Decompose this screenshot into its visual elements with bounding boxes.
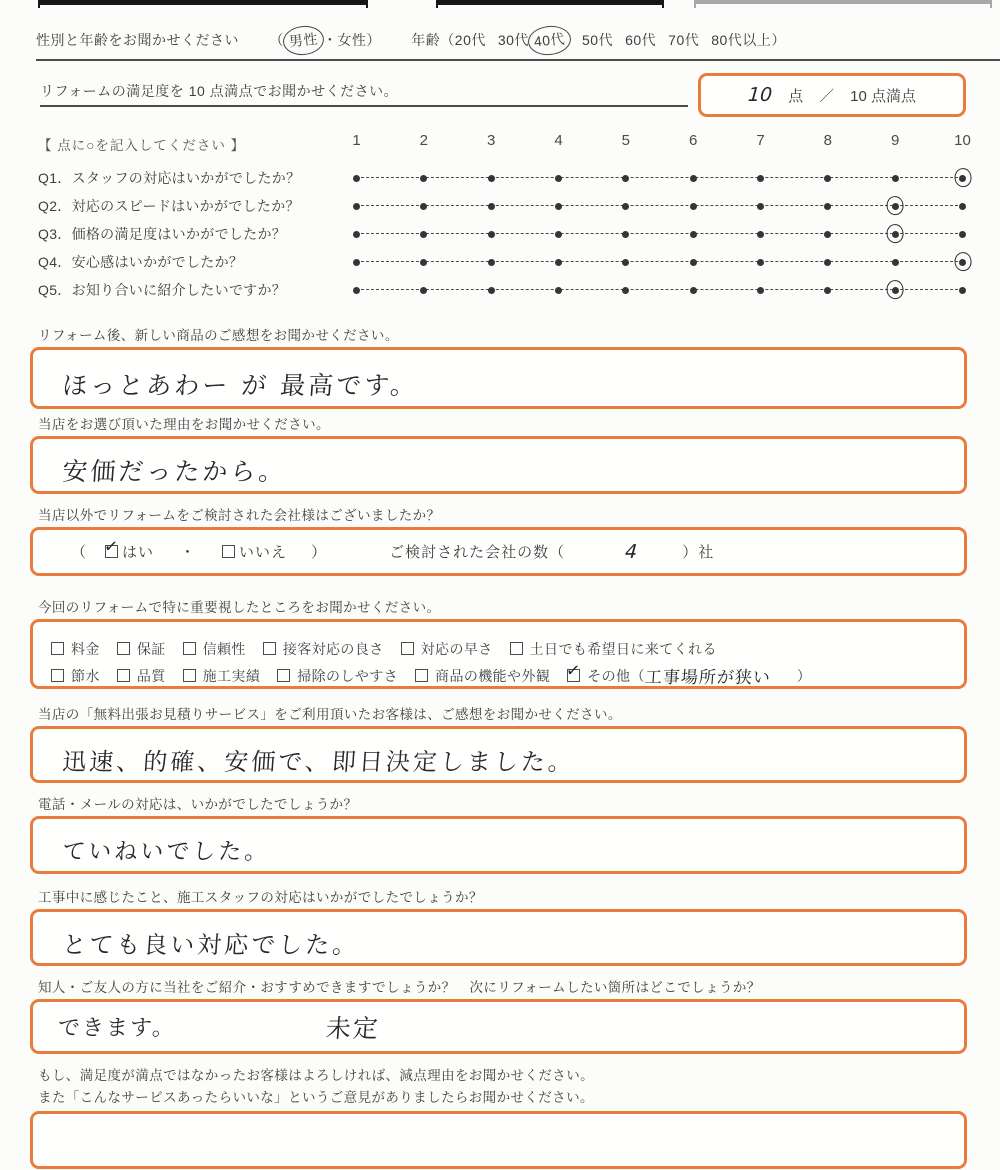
rating-scale	[353, 248, 966, 276]
gender-paren-open: （	[269, 32, 284, 48]
rating-question-label: Q2．対応のスピードはいかがでしたか？	[38, 198, 300, 214]
rating-question-row	[38, 276, 966, 304]
scale-dot	[488, 231, 495, 238]
scale-dot	[353, 203, 360, 210]
priority-item	[415, 666, 550, 686]
priority-label: 接客対応の良さ	[282, 640, 384, 657]
handwritten-circle-icon	[885, 279, 904, 300]
handwritten-circle-icon	[885, 195, 904, 216]
priority-label: 商品の機能や外観	[435, 667, 551, 684]
rating-scale	[353, 220, 966, 248]
product-feedback-question: リフォーム後、新しい商品のご感想をお聞かせください。	[38, 328, 399, 343]
score-value-handwritten: 10	[747, 84, 773, 106]
priority-label: その他（	[587, 667, 645, 684]
rating-question-label: Q5．お知り合いに紹介したいですか？	[38, 282, 287, 298]
competitors-answer-box	[30, 527, 967, 576]
scale-tick-label: 3	[486, 132, 496, 149]
scale-tick-label: 4	[554, 132, 563, 149]
gender-separator: ・	[322, 32, 338, 48]
improvement-answer-box	[30, 1111, 967, 1169]
section-referral	[30, 976, 967, 1054]
ratings-grid	[38, 132, 971, 304]
rating-question-row	[38, 164, 966, 192]
scale-numbers	[352, 132, 971, 156]
priority-other-close-paren: ）	[796, 667, 812, 684]
company-count-handwritten: 4	[624, 540, 639, 563]
rating-question-label: Q4．安心感はいかがでしたか？	[38, 254, 244, 270]
section-priorities	[30, 596, 967, 689]
priority-label: 料金	[71, 640, 100, 657]
priorities-question: 今回のリフォームで特に重要視したところをお聞かせください。	[38, 600, 441, 615]
priorities-rows	[33, 622, 964, 689]
priorities-row-1	[51, 635, 964, 662]
check-mark-icon: ✓	[565, 660, 582, 682]
check-mark-icon: ✓	[103, 536, 121, 558]
estimate-question: 当店の「無料出張お見積りサービス」をご利用頂いたお客様は、ご感想をお聞かせください。	[38, 707, 622, 722]
phone-mail-answer: ていねいでした。	[61, 839, 272, 865]
scale-dot	[488, 287, 495, 294]
rating-question-label: Q3．価格の満足度はいかがでしたか？	[38, 226, 287, 242]
construction-answer: とても良い対応でした。	[61, 931, 361, 959]
age-option: 70代	[668, 32, 700, 48]
age-label: 年齢（	[411, 32, 455, 48]
scale-dot	[622, 231, 629, 238]
priority-label: 施工実績	[202, 667, 261, 684]
rating-scale	[353, 164, 966, 192]
rating-rows	[38, 164, 966, 304]
gender-age-question: 性別と年齢をお聞かせください	[36, 32, 239, 48]
competitors-answer-line	[33, 530, 964, 573]
yes-no-separator: ・	[180, 544, 197, 561]
priority-checkbox-unchecked	[183, 642, 196, 655]
competitors-paren-open: （	[71, 544, 88, 561]
priority-checkbox-unchecked	[401, 642, 414, 655]
scale-dot	[824, 259, 831, 266]
scale-dot	[420, 203, 427, 210]
rating-question-row	[38, 220, 966, 248]
scale-dot	[757, 175, 764, 182]
scale-dot	[892, 175, 899, 182]
scale-dot	[488, 175, 495, 182]
scale-tick-label: 9	[890, 132, 900, 149]
referral-question: 知人・ご友人の方に当社をご紹介・おすすめできますでしょうか？ 次にリフォームしたい箇所はどこでしょうか？	[38, 980, 761, 995]
handwritten-circle-icon	[953, 167, 972, 188]
referral-answer-box	[30, 999, 967, 1054]
gender-age-row	[36, 30, 1000, 61]
section-reason	[30, 413, 967, 494]
priority-checkbox-unchecked	[510, 642, 523, 655]
scale-dot	[757, 259, 764, 266]
rating-scale	[353, 276, 966, 304]
scale-dot	[690, 287, 697, 294]
scale-dot	[353, 259, 360, 266]
scale-dot	[488, 259, 495, 266]
dashed-track	[356, 261, 963, 262]
scale-dot	[622, 259, 629, 266]
priority-item	[51, 639, 100, 659]
referral-answer-left: できます。	[56, 1016, 177, 1041]
priority-label: 信頼性	[202, 640, 246, 657]
scale-dot	[690, 259, 697, 266]
priority-item	[117, 639, 166, 659]
ratings-instruction: 【 点に○を記入してください 】	[38, 138, 246, 153]
section-phone-mail	[30, 793, 967, 874]
priority-checkbox-checked	[565, 660, 582, 682]
priority-label: 対応の早さ	[420, 640, 493, 657]
scale-dot	[622, 287, 629, 294]
age-option: 80代以上	[711, 32, 772, 48]
scale-dot	[959, 203, 966, 210]
scale-dot	[353, 175, 360, 182]
satisfaction-score-row	[40, 73, 966, 117]
priority-item	[117, 666, 166, 686]
priority-item	[565, 660, 812, 688]
company-count-prefix: ご検討された会社の数（	[389, 544, 566, 561]
priority-item	[401, 639, 493, 659]
reason-question: 当店をお選び頂いた理由をお聞かせください。	[38, 417, 330, 432]
reason-answer: 安価だったから。	[61, 457, 288, 486]
scale-dot	[622, 175, 629, 182]
product-feedback-answer: ほっとあわー が 最高です。	[61, 371, 420, 400]
section-construction	[30, 886, 967, 966]
scale-dot	[690, 175, 697, 182]
estimate-answer-box	[30, 726, 967, 783]
scale-dot	[488, 203, 495, 210]
scale-dot	[824, 231, 831, 238]
scale-tick-label: 1	[352, 132, 361, 149]
rating-question-row	[38, 248, 966, 276]
scale-dot	[353, 231, 360, 238]
priorities-box	[30, 619, 967, 689]
age-option: 50代	[582, 32, 614, 48]
scale-dot	[959, 231, 966, 238]
age-option: 20代	[454, 32, 486, 48]
yes-label: はい	[122, 544, 155, 561]
priority-checkbox-unchecked	[117, 642, 130, 655]
cutoff-box-edge-left	[38, 0, 368, 8]
construction-answer-box	[30, 909, 967, 966]
phone-mail-question: 電話・メールの対応は、いかがでしたでしょうか？	[38, 797, 358, 812]
scale-dot	[757, 287, 764, 294]
scale-dot	[622, 203, 629, 210]
improvement-answer	[32, 1114, 964, 1130]
age-option: 60代	[625, 32, 657, 48]
rating-question-label: Q1．スタッフの対応はいかがでしたか？	[38, 170, 301, 186]
priority-checkbox-unchecked	[263, 642, 276, 655]
dashed-track	[356, 233, 963, 234]
scale-dot	[420, 175, 427, 182]
priority-checkbox-unchecked	[277, 669, 290, 682]
scale-dot	[690, 203, 697, 210]
gender-option-female: 女性	[337, 32, 367, 48]
dashed-track	[356, 177, 963, 178]
section-competitors	[30, 504, 967, 576]
priority-label: 土日でも希望日に来てくれる	[529, 640, 717, 657]
scale-dot	[892, 259, 899, 266]
company-count-suffix: ）社	[682, 544, 715, 561]
section-product-feedback	[30, 324, 967, 409]
scale-dot	[959, 287, 966, 294]
scale-dot	[555, 175, 562, 182]
score-max-label: 10 点満点	[850, 87, 917, 105]
no-checkbox-unchecked	[222, 545, 235, 558]
scale-dot	[555, 203, 562, 210]
priority-checkbox-unchecked	[183, 669, 196, 682]
scale-dot	[555, 259, 562, 266]
estimate-answer: 迅速、的確、安価で、即日決定しました。	[61, 748, 576, 776]
priority-item	[51, 666, 100, 686]
ratings-header	[38, 132, 971, 156]
rating-question-row	[38, 192, 966, 220]
scale-dot	[757, 203, 764, 210]
priority-other-handwritten: 工事場所が狭い	[643, 668, 772, 688]
competitors-question: 当店以外でリフォームをご検討された会社様はございましたか？	[38, 508, 441, 523]
gender-paren-close: ）	[366, 32, 381, 48]
improvement-question-line1: もし、満足度が満点ではなかったお客様はよろしければ、減点理由をお聞かせください。	[38, 1068, 594, 1083]
scale-dot	[420, 231, 427, 238]
priority-checkbox-unchecked	[51, 669, 64, 682]
scale-dot	[690, 231, 697, 238]
age-paren-close: ）	[771, 32, 786, 48]
yes-checkbox-checked	[103, 536, 121, 558]
scale-tick-label: 2	[419, 132, 428, 149]
scale-dot	[824, 203, 831, 210]
priority-checkbox-unchecked	[117, 669, 130, 682]
section-estimate-service	[30, 703, 967, 783]
priority-item	[183, 639, 246, 659]
cutoff-box-edge-middle	[436, 0, 664, 8]
priority-label: 保証	[136, 640, 166, 657]
scale-dot	[353, 287, 360, 294]
reason-answer-box	[30, 436, 967, 494]
priority-item	[277, 666, 398, 686]
scale-dot	[420, 287, 427, 294]
product-feedback-answer-box	[30, 347, 967, 409]
scale-tick-label: 6	[688, 132, 698, 149]
age-option-circled: 40代	[527, 24, 573, 57]
priority-checkbox-unchecked	[51, 642, 64, 655]
scale-tick-label: 5	[621, 132, 630, 149]
referral-answer-right: 未定	[325, 1013, 382, 1043]
handwritten-circle-icon	[885, 223, 904, 244]
priorities-row-2	[51, 662, 964, 689]
construction-question: 工事中に感じたこと、施工スタッフの対応はいかがでしたでしょうか？	[38, 890, 483, 905]
priority-checkbox-unchecked	[415, 669, 428, 682]
satisfaction-question: リフォームの満足度を 10 点満点でお聞かせください。	[40, 73, 688, 107]
competitors-paren-close: ）	[311, 544, 328, 561]
scale-tick-label: 7	[756, 132, 765, 149]
referral-answer-line	[33, 1002, 964, 1051]
score-slash: ／	[819, 87, 835, 105]
dashed-track	[356, 205, 963, 206]
dashed-track	[356, 289, 963, 290]
handwritten-circle-icon	[953, 251, 972, 272]
priority-label: 品質	[136, 667, 166, 684]
scale-dot	[824, 287, 831, 294]
satisfaction-score-box	[698, 73, 966, 117]
no-label: いいえ	[239, 544, 288, 561]
section-improvement	[30, 1066, 967, 1169]
phone-mail-answer-box	[30, 816, 967, 874]
gender-option-male-circled: 男性	[281, 24, 325, 57]
priority-label: 掃除のしやすさ	[297, 667, 399, 684]
age-options	[455, 30, 772, 51]
cutoff-box-edge-right	[694, 0, 992, 8]
score-points-label: 点	[788, 87, 804, 105]
scale-dot	[757, 231, 764, 238]
priority-item	[263, 639, 384, 659]
priority-item	[183, 666, 261, 686]
scale-dot	[824, 175, 831, 182]
priority-label: 節水	[71, 667, 100, 684]
priority-item	[510, 639, 717, 659]
scale-dot	[555, 231, 562, 238]
scale-tick-label: 8	[823, 132, 832, 149]
scale-tick-label: 10	[954, 132, 971, 149]
scale-dot	[420, 259, 427, 266]
improvement-question-line2: また「こんなサービスあったらいいな」というご意見がありましたらお聞かせください。	[38, 1090, 594, 1105]
age-option: 30代	[497, 32, 529, 48]
rating-scale	[353, 192, 966, 220]
scale-dot	[555, 287, 562, 294]
